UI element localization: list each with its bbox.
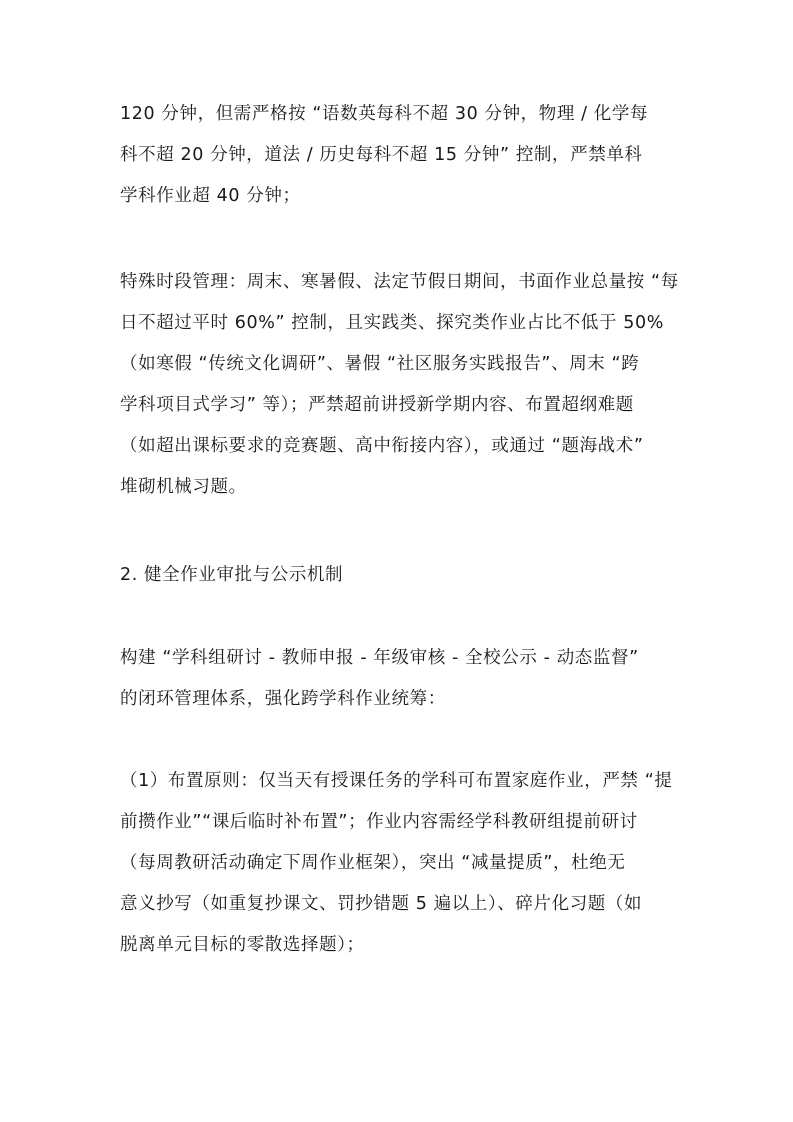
text-line: （每周教研活动确定下周作业框架），突出 “减量提质”，杜绝无: [120, 853, 626, 873]
section-heading: [120, 555, 690, 596]
heading-text: 2. 健全作业审批与公示机制: [120, 565, 344, 585]
text-line: 学科作业超 40 分钟；: [120, 186, 301, 206]
text-line: 日不超过平时 60%” 控制，且实践类、探究类作业占比不低于 50%: [120, 313, 664, 333]
text-line: 前攒作业”“课后临时补布置”；作业内容需经学科教研组提前研讨: [120, 812, 638, 832]
text-line: （如寒假 “传统文化调研”、暑假 “社区服务实践报告”、周末 “跨: [120, 354, 640, 374]
text-line: 意义抄写（如重复抄课文、罚抄错题 5 遍以上）、碎片化习题（如: [120, 894, 643, 914]
text-line: 120 分钟，但需严格按 “语数英每科不超 30 分钟，物理 / 化学每: [120, 104, 649, 124]
text-line: （1）布置原则：仅当天有授课任务的学科可布置家庭作业，严禁 “提: [120, 771, 673, 791]
text-line: （如超出课标要求的竞赛题、高中衔接内容），或通过 “题海战术”: [120, 436, 644, 456]
text-line: 科不超 20 分钟，道法 / 历史每科不超 15 分钟” 控制，严禁单科: [120, 145, 643, 165]
homework-time-limit-paragraph: [120, 94, 690, 217]
text-line: 的闭环管理体系，强化跨学科作业统筹：: [120, 689, 446, 709]
closed-loop-system-paragraph: [120, 638, 690, 720]
text-line: 学科项目式学习” 等）；严禁超前讲授新学期内容、布置超纲难题: [120, 395, 634, 415]
assignment-principle-paragraph: [120, 761, 690, 966]
text-line: 脱离单元目标的零散选择题）；: [120, 935, 365, 955]
text-line: 特殊时段管理：周末、寒暑假、法定节假日期间，书面作业总量按 “每: [120, 272, 679, 292]
special-period-management-paragraph: [120, 262, 690, 508]
text-line: 构建 “学科组研讨 - 教师申报 - 年级审核 - 全校公示 - 动态监督”: [120, 648, 639, 668]
text-line: 堆砌机械习题。: [120, 477, 247, 497]
